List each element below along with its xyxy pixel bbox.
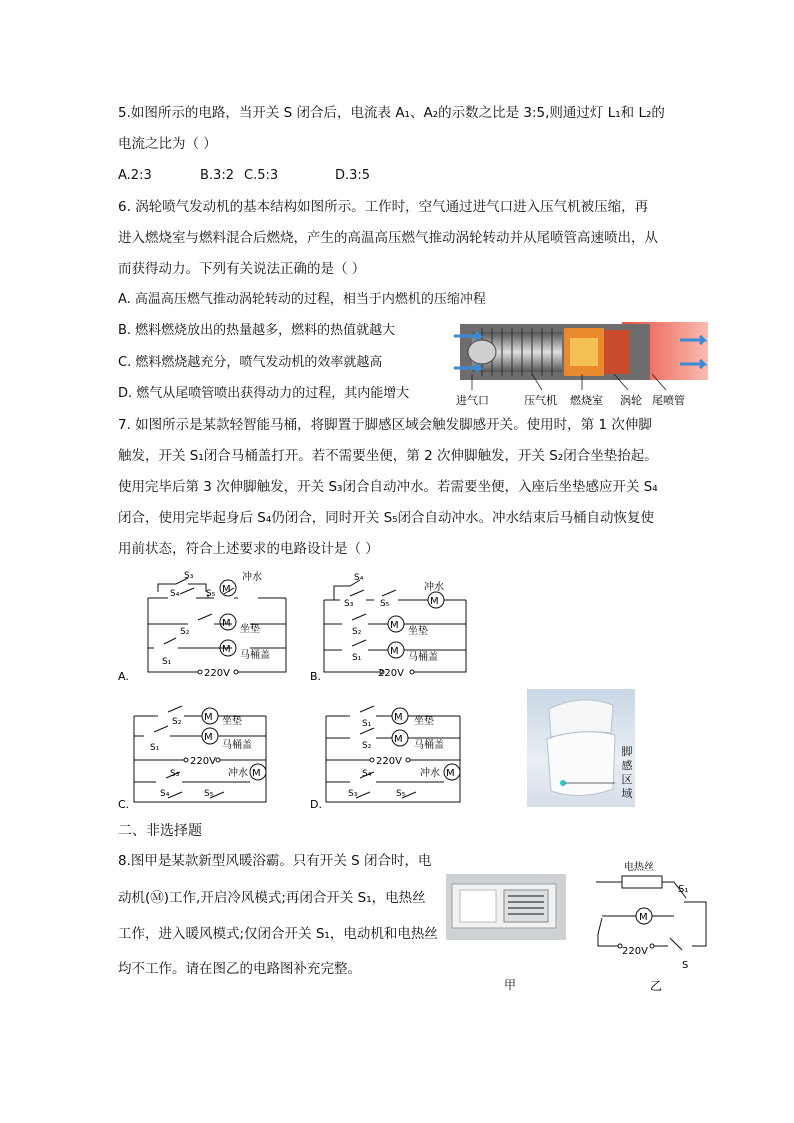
- circuit-a-s2: S₂: [180, 627, 190, 637]
- circuit-b-s2: S₂: [352, 627, 362, 637]
- circuit-d-flush: 冲水: [420, 768, 440, 779]
- circuit-d-s3: S₃: [348, 789, 358, 799]
- foot-sensor-label: [621, 745, 633, 801]
- q5-line2: 电流之比为（ ）: [118, 136, 217, 152]
- circuit-d-motor2: M: [394, 734, 403, 745]
- circuit-b-s4: S₄: [354, 573, 364, 583]
- jet-engine-figure: [452, 318, 710, 410]
- fig-yi-heater: 电热丝: [624, 862, 654, 873]
- circuit-a-voltage: 220V: [204, 668, 230, 679]
- circuit-b-motor2: M: [390, 620, 399, 631]
- circuit-a: [118, 566, 298, 686]
- q6-option-d: D. 燃气从尾喷管喷出获得动力的过程，其内能增大: [118, 386, 410, 401]
- bath-heater-photo: [446, 874, 566, 940]
- fig-yi-s1: S₁: [678, 884, 689, 895]
- foot-sensor-char-1: 脚: [621, 745, 633, 758]
- circuit-c-flush: 冲水: [228, 768, 248, 779]
- engine-label-turbine: 涡轮: [620, 394, 642, 407]
- circuit-a-flush: 冲水: [242, 572, 262, 583]
- circuit-c-s2: S₂: [172, 717, 182, 727]
- foot-sensor-char-3: 区: [621, 773, 633, 786]
- circuit-d: [310, 702, 470, 814]
- circuit-b-motor1: M: [430, 596, 439, 607]
- foot-sensor-char-4: 域: [621, 787, 633, 800]
- circuit-c-motor3: M: [252, 768, 261, 779]
- circuit-a-s3: S₃: [184, 571, 194, 581]
- circuit-a-s5: S₅: [206, 589, 216, 599]
- foot-sensor-char-2: 感: [621, 759, 633, 772]
- figure-yi-caption: 乙: [650, 979, 663, 992]
- circuit-d-lid: 马桶盖: [414, 740, 444, 751]
- circuit-c-motor1: M: [204, 712, 213, 723]
- q5-option-c: C.5:3: [244, 168, 279, 183]
- circuit-d-s2: S₂: [362, 741, 372, 751]
- circuit-d-voltage: 220V: [376, 756, 402, 767]
- circuit-d-s1: S₁: [362, 719, 372, 729]
- q7-line1: 7. 如图所示是某款轻智能马桶，将脚置于脚感区域会触发脚感开关。使用时，第 1 次伸脚: [118, 417, 652, 433]
- circuit-d-motor1: M: [394, 712, 403, 723]
- circuit-c-s3: S₃: [170, 769, 180, 779]
- q5-option-d: D.3:5: [335, 168, 371, 183]
- q7-line2: 触发，开关 S₁闭合马桶盖打开。若不需要坐便，第 2 次伸脚触发，开关 S₂闭合坐垫抬起。: [118, 448, 658, 464]
- circuit-b-motor3: M: [390, 646, 399, 657]
- q6-line3: 而获得动力。下列有关说法正确的是（ ）: [118, 261, 366, 277]
- q8-line1: 8.图甲是某款新型风暖浴霸。只有开关 S 闭合时，电: [118, 853, 432, 869]
- q6-line2: 进入燃烧室与燃料混合后燃烧，产生的高温高压燃气推动涡轮转动并从尾喷管高速喷出，从: [118, 230, 658, 246]
- circuit-b-seat: 坐垫: [408, 626, 428, 637]
- engine-label-inlet: 进气口: [456, 394, 489, 407]
- q7-line5: 用前状态，符合上述要求的电路设计是（ ）: [118, 541, 379, 557]
- circuit-b-s3: S₃: [344, 599, 354, 609]
- circuit-b-voltage: 220V: [378, 668, 404, 679]
- circuit-c-seat: 坐垫: [222, 716, 242, 727]
- circuit-b-s5: S₅: [380, 599, 390, 609]
- q5-line1: 5.如图所示的电路，当开关 S 闭合后，电流表 A₁、A₂的示数之比是 3:5,则通过灯 L₁和 L₂的: [118, 105, 665, 121]
- q6-option-c: C. 燃料燃烧越充分，喷气发动机的效率就越高: [118, 355, 383, 370]
- circuit-a-s1: S₁: [162, 657, 172, 667]
- fig-yi-voltage: 220V: [622, 946, 648, 957]
- circuit-a-s4: S₄: [170, 589, 180, 599]
- q6-option-b: B. 燃料燃烧放出的热量越多，燃料的热值就越大: [118, 323, 396, 338]
- circuit-a-label: A.: [118, 670, 129, 683]
- circuit-b-s1: S₁: [352, 653, 362, 663]
- circuit-d-s4: S₄: [362, 769, 372, 779]
- smart-toilet-photo: [527, 689, 635, 807]
- circuit-a-motor1: M: [222, 584, 231, 595]
- circuit-a-motor2: M: [222, 618, 231, 629]
- q5-option-a: A.2:3: [118, 168, 152, 183]
- circuit-b-lid: 马桶盖: [408, 652, 438, 663]
- circuit-yi: [588, 858, 708, 992]
- q5-option-b: B.3:2: [200, 168, 234, 183]
- fig-yi-s: S: [682, 960, 689, 971]
- circuit-c-motor2: M: [204, 732, 213, 743]
- circuit-c-lid: 马桶盖: [222, 740, 252, 751]
- circuit-d-motor3: M: [446, 768, 455, 779]
- q6-option-a: A. 高温高压燃气推动涡轮转动的过程，相当于内燃机的压缩冲程: [118, 292, 486, 307]
- circuit-b-flush: 冲水: [424, 582, 444, 593]
- engine-label-nozzle: 尾喷管: [652, 394, 685, 407]
- engine-label-combustor: 燃烧室: [570, 394, 603, 407]
- q8-line3: 工作，进入暖风模式;仅闭合开关 S₁，电动机和电热丝: [118, 926, 438, 942]
- figure-jia-caption: 甲: [504, 978, 517, 992]
- circuit-c: [118, 702, 278, 814]
- q6-line1: 6. 涡轮喷气发动机的基本结构如图所示。工作时，空气通过进气口进入压气机被压缩，再: [118, 199, 649, 215]
- circuit-d-label: D.: [310, 798, 322, 811]
- circuit-a-motor3: M: [222, 644, 231, 655]
- q8-line2: 动机(Ⓜ)工作,开启冷风模式;再闭合开关 S₁，电热丝: [118, 890, 426, 906]
- circuit-d-s5: S₅: [396, 789, 406, 799]
- circuit-c-s4: S₄: [160, 789, 170, 799]
- circuit-b: [310, 566, 480, 686]
- circuit-c-label: C.: [118, 798, 130, 811]
- circuit-c-s1: S₁: [150, 743, 160, 753]
- circuit-a-lid: 马桶盖: [240, 650, 270, 661]
- q7-line4: 闭合，使用完毕起身后 S₄仍闭合，同时开关 S₅闭合自动冲水。冲水结束后马桶自动恢复使: [118, 510, 655, 526]
- section-heading: 二、非选择题: [118, 823, 202, 839]
- q8-line4: 均不工作。请在图乙的电路图补充完整。: [118, 961, 361, 977]
- engine-label-compressor: 压气机: [524, 394, 557, 407]
- circuit-c-voltage: 220V: [190, 756, 216, 767]
- q7-line3: 使用完毕后第 3 次伸脚触发，开关 S₃闭合自动冲水。若需要坐便，入座后坐垫感应开关 S₄: [118, 479, 658, 495]
- circuit-c-s5: S₅: [204, 789, 214, 799]
- circuit-d-seat: 坐垫: [414, 716, 434, 727]
- fig-yi-motor: M: [639, 912, 648, 923]
- circuit-b-label: B.: [310, 670, 322, 683]
- circuit-a-seat: 坐垫: [240, 624, 260, 635]
